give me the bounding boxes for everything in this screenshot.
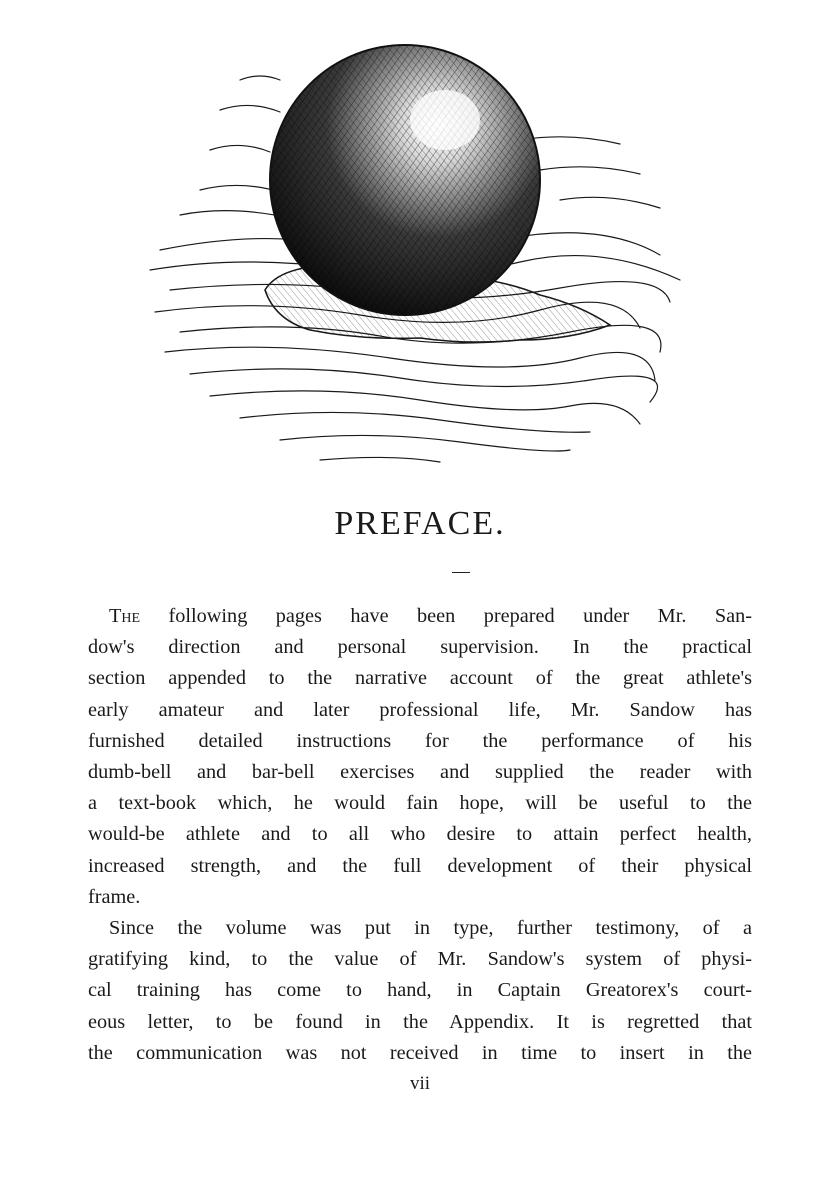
- text-line: frame.: [88, 885, 141, 908]
- text-line: Since the volume was put in type, further testimony, of a: [109, 917, 752, 940]
- text-line: would-be athlete and to all who desire to attain perfect health,: [88, 823, 752, 846]
- text-line: dow's direction and personal supervision. In the practical: [88, 636, 752, 659]
- title-rule: [452, 572, 470, 573]
- text-line: a text-book which, he would fain hope, will be useful to the: [88, 792, 752, 815]
- text-line: furnished detailed instructions for the performance of his: [88, 729, 752, 752]
- page-title: PREFACE.: [334, 505, 506, 542]
- text-line: dumb-bell and bar-bell exercises and supplied the reader with: [88, 761, 752, 784]
- text-line: The following pages have been prepared under Mr. San-: [109, 605, 752, 627]
- text-line: section appended to the narrative account of the great athlete's: [88, 667, 752, 690]
- page-number: vii: [409, 1073, 431, 1094]
- text-line: increased strength, and the full development of their physical: [88, 854, 752, 877]
- text-line: cal training has come to hand, in Captain Greatorex's court-: [88, 979, 752, 1002]
- preface-text: [88, 601, 752, 1069]
- drop-lead-word: The: [109, 605, 141, 627]
- text-line: gratifying kind, to the value of Mr. Sandow's system of physi-: [88, 948, 752, 971]
- text-line: early amateur and later professional life, Mr. Sandow has: [88, 698, 752, 721]
- text-line: eous letter, to be found in the Appendix. It is regretted that: [88, 1010, 752, 1033]
- text-line: the communication was not received in time to insert in the: [88, 1041, 752, 1064]
- sphere-in-hand-illustration: [140, 40, 700, 480]
